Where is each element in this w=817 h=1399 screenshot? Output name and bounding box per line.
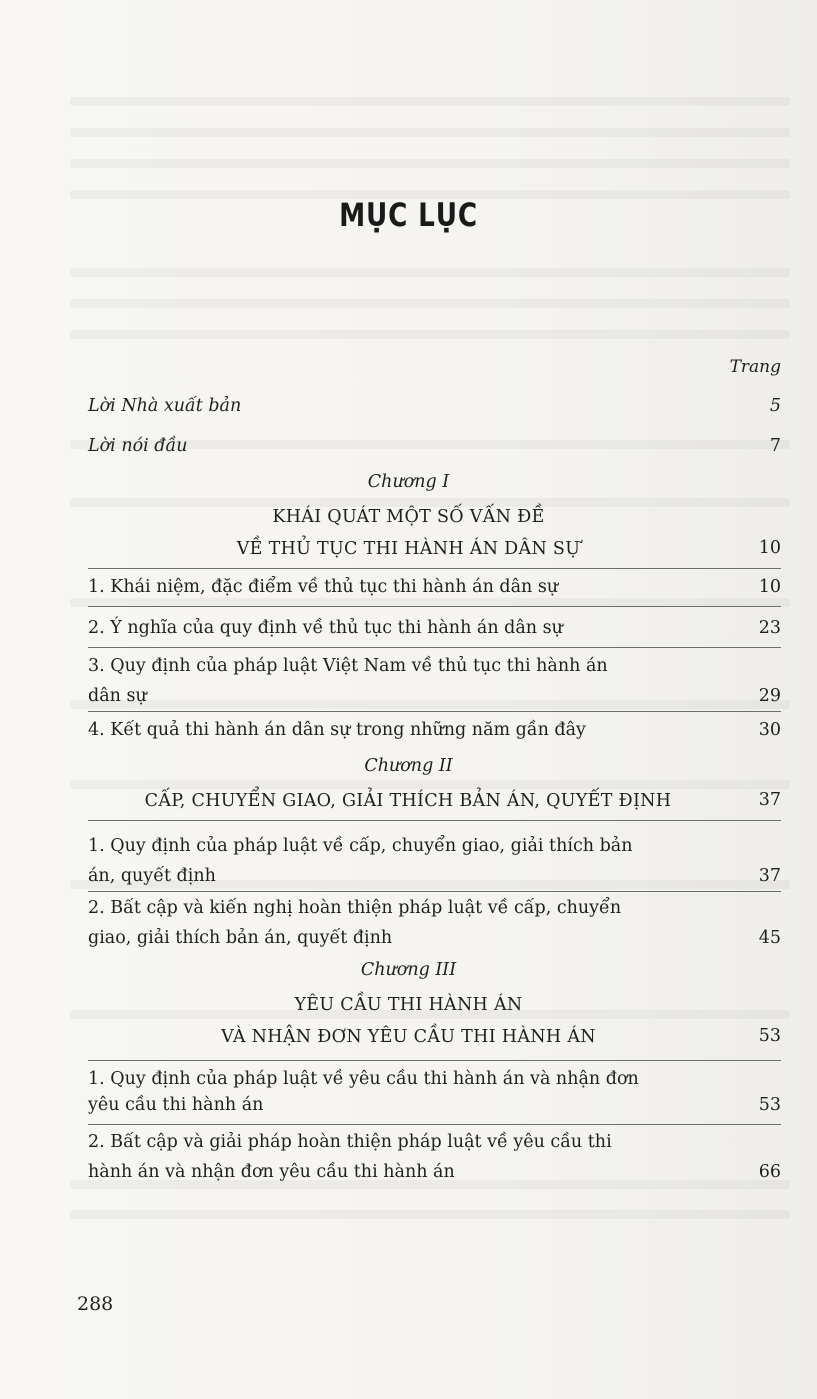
toc-entry-label: 2. Ý nghĩa của quy định về thủ tục thi hành án dân sự (88, 618, 563, 638)
toc-entry-page: 66 (758, 1162, 781, 1182)
divider (88, 891, 781, 892)
bleed-through-line (70, 1210, 790, 1219)
chapter-3-title-line-2[interactable]: VÀ NHẬN ĐƠN YÊU CẦU THI HÀNH ÁN (221, 1027, 596, 1047)
toc-entry-label: Lời Nhà xuất bản (88, 396, 242, 416)
toc-entry-label-line-1: 2. Bất cập và giải pháp hoàn thiện pháp luật về yêu cầu thi (88, 1132, 612, 1152)
toc-entry-page: 7 (769, 436, 781, 456)
chapter-2-label: Chương II (364, 756, 453, 776)
toc-entry-publisher-note[interactable] (88, 394, 781, 418)
toc-entry-page: 30 (758, 720, 781, 740)
toc-entry-page: 5 (769, 396, 781, 416)
chapter-1-page: 10 (758, 538, 781, 558)
bleed-through-line (70, 128, 790, 137)
bleed-through-line (70, 97, 790, 106)
toc-entry-label-line-1: 1. Quy định của pháp luật về cấp, chuyển giao, giải thích bản (88, 836, 633, 856)
divider (88, 606, 781, 607)
toc-entry-3-2[interactable] (88, 1130, 781, 1184)
toc-entry-page: 23 (758, 618, 781, 638)
toc-entry-label-line-1: 2. Bất cập và kiến nghị hoàn thiện pháp luật về cấp, chuyển (88, 898, 622, 918)
toc-entry-1-1[interactable] (88, 575, 781, 599)
divider (88, 820, 781, 821)
divider (88, 711, 781, 712)
page-title: MỤC LỤC (339, 196, 478, 234)
divider (88, 1124, 781, 1125)
chapter-1-label: Chương I (367, 472, 450, 492)
chapter-1-title-line-1[interactable]: KHÁI QUÁT MỘT SỐ VẤN ĐỀ (272, 507, 545, 527)
toc-entry-3-1[interactable] (88, 1067, 781, 1117)
toc-entry-label-line-1: 3. Quy định của pháp luật Việt Nam về thủ tục thi hành án (88, 656, 608, 676)
toc-entry-foreword[interactable] (88, 434, 781, 458)
bleed-through-line (70, 330, 790, 339)
toc-entry-label-line-2: yêu cầu thi hành án (88, 1095, 264, 1115)
page-number: 288 (77, 1293, 114, 1315)
chapter-3-label: Chương III (360, 960, 457, 980)
toc-entry-page: 29 (758, 686, 781, 706)
toc-entry-label-line-1: 1. Quy định của pháp luật về yêu cầu thi hành án và nhận đơn (88, 1069, 639, 1089)
toc-entry-label-line-2: hành án và nhận đơn yêu cầu thi hành án (88, 1162, 455, 1182)
toc-entry-page: 10 (758, 577, 781, 597)
toc-entry-page: 53 (758, 1095, 781, 1115)
toc-entry-page: 37 (758, 866, 781, 886)
toc-entry-1-2[interactable] (88, 616, 781, 640)
toc-entry-label-line-2: dân sự (88, 686, 147, 706)
toc-entry-1-3[interactable] (88, 654, 781, 708)
bleed-through-line (70, 299, 790, 308)
toc-entry-label: 1. Khái niệm, đặc điểm về thủ tục thi hành án dân sự (88, 577, 559, 597)
toc-entry-label: 4. Kết quả thi hành án dân sự trong những năm gần đây (88, 720, 586, 740)
divider (88, 568, 781, 569)
chapter-2-page: 37 (758, 790, 781, 810)
toc-entry-page: 45 (758, 928, 781, 948)
toc-entry-2-1[interactable] (88, 834, 781, 888)
toc-entry-2-2[interactable] (88, 896, 781, 950)
bleed-through-line (70, 159, 790, 168)
toc-entry-label: Lời nói đầu (88, 436, 188, 456)
bleed-through-line (70, 268, 790, 277)
chapter-1-title-line-2[interactable]: VỀ THỦ TỤC THI HÀNH ÁN DÂN SỰ (236, 539, 581, 559)
toc-entry-1-4[interactable] (88, 718, 781, 742)
divider (88, 1060, 781, 1061)
page-column-label: Trang (729, 357, 781, 377)
toc-entry-label-line-2: giao, giải thích bản án, quyết định (88, 928, 393, 948)
chapter-2-title[interactable]: CẤP, CHUYỂN GIAO, GIẢI THÍCH BẢN ÁN, QUYẾT ĐỊNH (144, 791, 672, 811)
chapter-3-title-line-1[interactable]: YÊU CẦU THI HÀNH ÁN (294, 995, 523, 1015)
divider (88, 647, 781, 648)
chapter-3-page: 53 (758, 1026, 781, 1046)
toc-entry-label-line-2: án, quyết định (88, 866, 216, 886)
